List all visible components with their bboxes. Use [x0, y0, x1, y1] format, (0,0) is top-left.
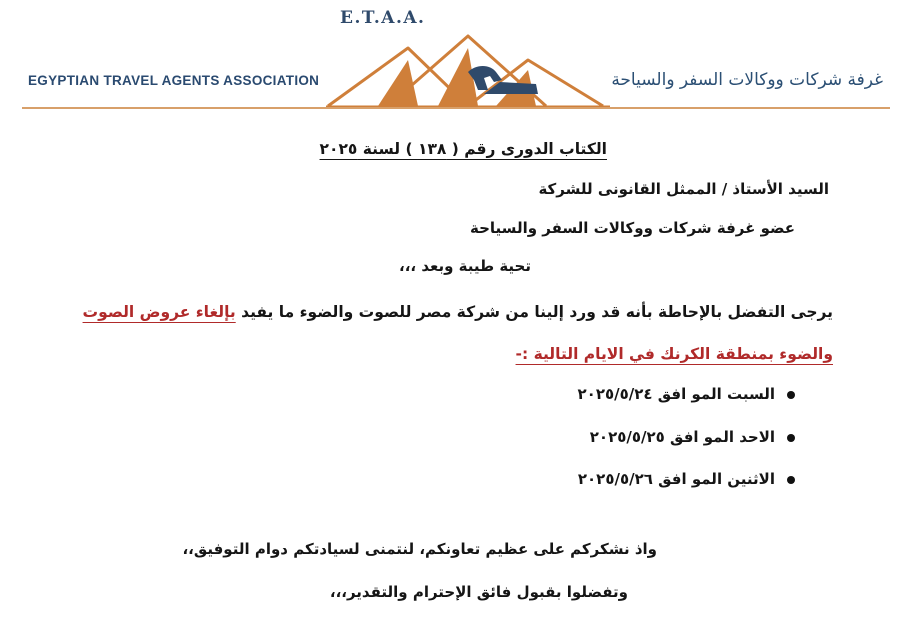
sphinx-body — [484, 82, 538, 94]
cancellation-highlight-2: والضوء بمنطقة الكرنك في الايام التالية :- — [515, 345, 833, 363]
pyramids-logo — [318, 20, 618, 112]
bullet-icon — [787, 476, 795, 484]
closing-line-2: وتفضلوا بقبول فائق الإحترام والتقدير،،، — [329, 583, 628, 601]
date-list-item — [578, 385, 795, 403]
date-text: الاثنين المو افق ٢٠٢٥/٥/٢٦ — [577, 470, 775, 488]
date-text: السبت المو افق ٢٠٢٥/٥/٢٤ — [577, 385, 775, 403]
date-list-item — [578, 470, 795, 488]
paragraph-line-2 — [516, 345, 833, 363]
date-list-item — [590, 428, 795, 446]
association-abbreviation: E.T.A.A. — [340, 8, 426, 28]
paragraph-text: يرجى التفضل بالإحاطة بأنه قد ورد إلينا من شركة مصر للصوت والضوء ما يفيد — [241, 303, 833, 321]
greeting: تحية طيبة وبعد ،،، — [399, 257, 531, 275]
recipient-line-2: عضو غرفة شركات ووكالات السفر والسياحة — [470, 219, 795, 237]
cancellation-highlight-1: بإلغاء عروض الصوت — [82, 303, 236, 321]
bullet-icon — [787, 391, 795, 399]
date-text: الاحد المو افق ٢٠٢٥/٥/٢٥ — [589, 428, 775, 446]
closing-line-1: واذ نشكركم على عظيم تعاونكم، لنتمنى لسيادتكم دوام التوفيق،، — [182, 540, 657, 558]
association-name-arabic: غرفة شركات ووكالات السفر والسياحة — [611, 70, 883, 90]
circular-title: الكتاب الدورى رقم ( ١٣٨ ) لسنة ٢٠٢٥ — [319, 140, 607, 158]
header-divider — [22, 107, 890, 109]
bullet-icon — [787, 434, 795, 442]
recipient-line-1: السيد الأستاذ / الممثل القانونى للشركة — [538, 180, 829, 198]
paragraph-line-1 — [83, 303, 833, 321]
association-name-english: EGYPTIAN TRAVEL AGENTS ASSOCIATION — [28, 73, 320, 88]
